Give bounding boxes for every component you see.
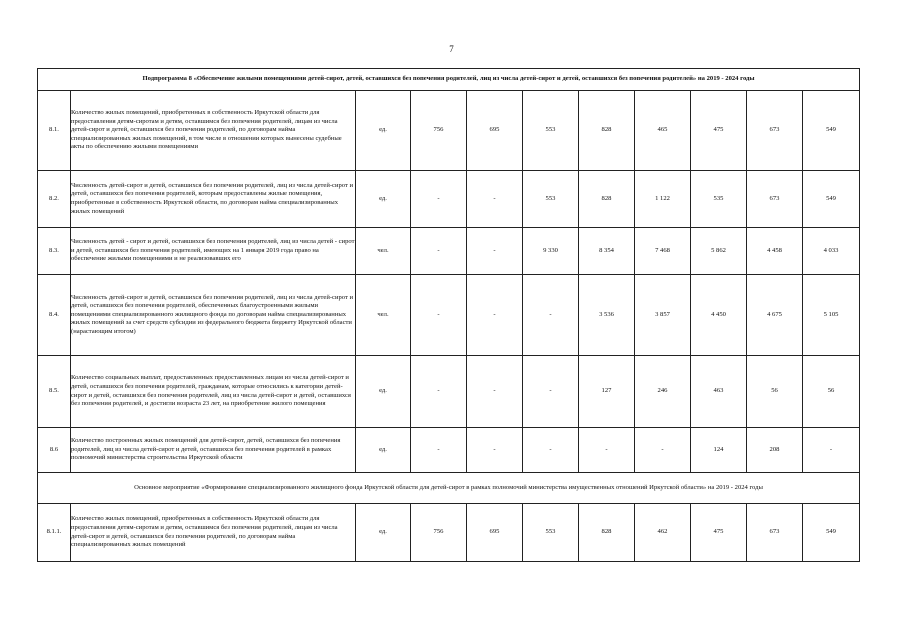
unit-cell: ед. <box>356 428 411 473</box>
value-cell: - <box>411 275 467 356</box>
value-cell: 3 536 <box>579 275 635 356</box>
value-cell: 5 105 <box>803 275 860 356</box>
value-cell: 553 <box>523 171 579 228</box>
indicator-name: Количество социальных выплат, предоставленных предоставленных лицам из числа детей-сирот и детей, оставшихся без попечения родителей, гражданам, которые относились к категории детей-сирот и детей, оставшихся без попечения родителей, лиц из числа детей-сирот и детей, оставшихся без попечения родителей, и достигли возраста 23 лет, на приобретение жилого помещения <box>71 356 356 428</box>
value-cell: 4 675 <box>747 275 803 356</box>
table-row <box>38 91 860 171</box>
unit-cell: чел. <box>356 228 411 275</box>
subprogram-title: Подпрограмма 8 «Обеспечение жилыми помещениями детей-сирот, детей, оставшихся без попечения родителей, лиц из числа детей-сирот и детей, оставшихся без попечения родителей» на 2019 - 2024 годы <box>38 69 860 91</box>
value-cell: 246 <box>635 356 691 428</box>
indicator-name: Количество построенных жилых помещений для детей-сирот, детей, оставшихся без попечения родителей, лиц из числа детей-сирот и детей, оставшихся без попечения родителей в рамках полномочий министерства строительства Иркутской области <box>71 428 356 473</box>
value-cell: - <box>411 428 467 473</box>
row-number: 8.4. <box>38 275 71 356</box>
value-cell: - <box>467 356 523 428</box>
page-number: 7 <box>449 44 454 54</box>
value-cell: - <box>523 428 579 473</box>
value-cell: 9 330 <box>523 228 579 275</box>
value-cell: - <box>635 428 691 473</box>
value-cell: 828 <box>579 91 635 171</box>
value-cell: - <box>467 275 523 356</box>
value-cell: 673 <box>747 504 803 562</box>
value-cell: - <box>523 356 579 428</box>
table-row <box>38 504 860 562</box>
value-cell: 56 <box>747 356 803 428</box>
value-cell: 695 <box>467 504 523 562</box>
table-row <box>38 356 860 428</box>
table-row <box>38 228 860 275</box>
value-cell: 535 <box>691 171 747 228</box>
value-cell: - <box>411 356 467 428</box>
unit-cell: чел. <box>356 275 411 356</box>
value-cell: 463 <box>691 356 747 428</box>
event-title: Основное мероприятие «Формирование специализированного жилищного фонда Иркутской области для детей-сирот в рамках полномочий министерства имущественных отношений Иркутской области» на 2019 - 2024 годы <box>38 473 860 504</box>
value-cell: - <box>803 428 860 473</box>
value-cell: 553 <box>523 91 579 171</box>
value-cell: 3 857 <box>635 275 691 356</box>
subprogram-header-row <box>38 69 860 91</box>
value-cell: 5 862 <box>691 228 747 275</box>
value-cell: - <box>411 228 467 275</box>
value-cell: 549 <box>803 171 860 228</box>
value-cell: 462 <box>635 504 691 562</box>
value-cell: 56 <box>803 356 860 428</box>
value-cell: - <box>467 171 523 228</box>
row-number: 8.2. <box>38 171 71 228</box>
row-number: 8.6 <box>38 428 71 473</box>
row-number: 8.5. <box>38 356 71 428</box>
value-cell: - <box>579 428 635 473</box>
value-cell: 127 <box>579 356 635 428</box>
value-cell: - <box>523 275 579 356</box>
value-cell: 828 <box>579 504 635 562</box>
value-cell: 4 033 <box>803 228 860 275</box>
value-cell: 549 <box>803 504 860 562</box>
value-cell: 7 468 <box>635 228 691 275</box>
event-header-row <box>38 473 860 504</box>
indicator-name: Численность детей - сирот и детей, оставшихся без попечения родителей, лиц из числа детей - сирот и детей, оставшихся без попечения родителей, имеющих на 1 января 2019 года право на обеспечение жилыми помещениями и не реализовавших его <box>71 228 356 275</box>
value-cell: 549 <box>803 91 860 171</box>
row-number: 8.3. <box>38 228 71 275</box>
value-cell: 465 <box>635 91 691 171</box>
value-cell: 828 <box>579 171 635 228</box>
value-cell: 4 458 <box>747 228 803 275</box>
value-cell: - <box>411 171 467 228</box>
value-cell: - <box>467 428 523 473</box>
table-row <box>38 171 860 228</box>
value-cell: 475 <box>691 504 747 562</box>
value-cell: 475 <box>691 91 747 171</box>
value-cell: - <box>467 228 523 275</box>
indicator-name: Численность детей-сирот и детей, оставшихся без попечения родителей, лиц из числа детей-сирот и детей, оставшихся без попечения родителей, которым предоставлены жилые помещения, приобретенные в собственность Иркутской области, по договорам найма специализированных жилых помещений <box>71 171 356 228</box>
indicator-name: Количество жилых помещений, приобретенных в собственность Иркутской области для предоставления детям-сиротам и детям, оставшимся без попечения родителей, лицам из числа детей-сирот и детей, оставшихся без попечения родителей, по договорам найма специализированных жилых помещений <box>71 504 356 562</box>
row-number: 8.1. <box>38 91 71 171</box>
value-cell: 673 <box>747 171 803 228</box>
indicator-name: Численность детей-сирот и детей, оставшихся без попечения родителей, лиц из числа детей-сирот и детей, оставшихся без попечения родителей, обеспеченных благоустроенными жилыми помещениями специализированного жилищного фонда по договорам найма специализированных жилых помещений за счет средств субсидии из федерального бюджета бюджету Иркутской области (нарастающим итогом) <box>71 275 356 356</box>
value-cell: 208 <box>747 428 803 473</box>
indicator-name: Количество жилых помещений, приобретенных в собственность Иркутской области для предоставления детям-сиротам и детям, оставшимся без попечения родителей, лицам из числа детей-сирот и детей, оставшихся без попечения родителей, по договорам найма специализированных жилых помещений, в том числе в отношении которых вынесены судебные акты по обеспечению жилыми помещениями <box>71 91 356 171</box>
value-cell: 4 450 <box>691 275 747 356</box>
value-cell: 756 <box>411 91 467 171</box>
unit-cell: ед. <box>356 504 411 562</box>
table-row <box>38 428 860 473</box>
value-cell: 1 122 <box>635 171 691 228</box>
value-cell: 756 <box>411 504 467 562</box>
row-number: 8.1.1. <box>38 504 71 562</box>
indicators-table <box>37 68 860 562</box>
unit-cell: ед. <box>356 91 411 171</box>
unit-cell: ед. <box>356 171 411 228</box>
unit-cell: ед. <box>356 356 411 428</box>
value-cell: 553 <box>523 504 579 562</box>
value-cell: 673 <box>747 91 803 171</box>
table-row <box>38 275 860 356</box>
value-cell: 695 <box>467 91 523 171</box>
value-cell: 124 <box>691 428 747 473</box>
value-cell: 8 354 <box>579 228 635 275</box>
